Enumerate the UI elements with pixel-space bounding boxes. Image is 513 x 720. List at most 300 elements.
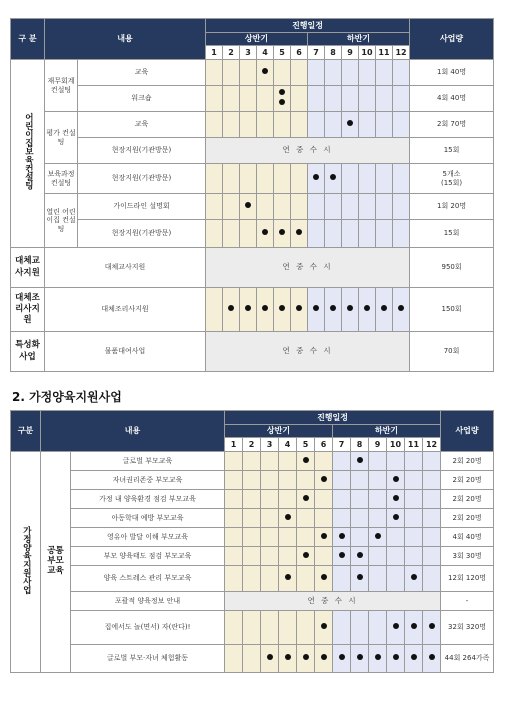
schedule-dot-icon <box>296 305 302 311</box>
item-cell: 교육 <box>78 60 206 86</box>
month-cell <box>225 471 243 490</box>
month-cell <box>308 220 325 248</box>
schedule-dot-icon <box>303 457 309 463</box>
month-header: 12 <box>393 46 410 60</box>
schedule-dot-icon <box>339 654 345 660</box>
month-cell <box>315 611 333 645</box>
month-cell <box>315 509 333 528</box>
month-cell <box>405 452 423 471</box>
first-half-header: 상반기 <box>206 33 308 46</box>
amount-header: 사업량 <box>441 411 494 452</box>
month-cell <box>333 645 351 673</box>
month-cell <box>291 194 308 220</box>
schedule-dot-icon <box>279 89 285 95</box>
month-cell <box>423 509 441 528</box>
month-cell <box>333 490 351 509</box>
month-cell <box>308 60 325 86</box>
month-cell <box>405 471 423 490</box>
month-cell <box>257 112 274 138</box>
month-cell <box>333 471 351 490</box>
category-label: 어린이집보육컨설팅 <box>23 113 34 190</box>
month-cell <box>291 86 308 112</box>
category-cell <box>11 60 45 248</box>
month-cell <box>351 528 369 547</box>
month-cell <box>342 288 359 332</box>
month-cell <box>333 509 351 528</box>
month-cell <box>240 164 257 194</box>
month-cell <box>261 490 279 509</box>
schedule-dot-icon <box>303 495 309 501</box>
month-cell <box>359 86 376 112</box>
month-cell <box>225 490 243 509</box>
month-header: 10 <box>387 438 405 452</box>
item-cell: 포괄적 양육정보 안내 <box>71 592 225 611</box>
schedule-header: 진행일정 <box>206 19 410 33</box>
month-cell <box>261 547 279 566</box>
month-header: 4 <box>279 438 297 452</box>
schedule-dot-icon <box>279 99 285 105</box>
month-cell <box>274 86 291 112</box>
month-cell <box>240 60 257 86</box>
schedule-dot-icon <box>357 574 363 580</box>
month-cell <box>291 60 308 86</box>
schedule-dot-icon <box>411 574 417 580</box>
amount-cell: 32회 320명 <box>441 611 494 645</box>
item-cell: 자녀권리존중 부모교육 <box>71 471 225 490</box>
month-header: 9 <box>369 438 387 452</box>
month-cell <box>376 220 393 248</box>
month-cell <box>393 86 410 112</box>
month-cell <box>315 645 333 673</box>
month-cell <box>261 566 279 592</box>
month-cell <box>223 194 240 220</box>
month-cell <box>206 60 223 86</box>
month-cell <box>206 86 223 112</box>
month-cell <box>325 220 342 248</box>
month-cell <box>279 452 297 471</box>
amount-cell: - <box>441 592 494 611</box>
month-cell <box>359 288 376 332</box>
month-cell <box>243 471 261 490</box>
subcategory-cell: 보육과정 컨설팅 <box>45 164 78 194</box>
month-cell <box>423 611 441 645</box>
month-cell <box>325 194 342 220</box>
schedule-table-1 <box>10 18 494 372</box>
month-cell <box>223 164 240 194</box>
month-cell <box>333 452 351 471</box>
month-cell <box>257 194 274 220</box>
month-cell <box>279 547 297 566</box>
month-cell <box>206 288 223 332</box>
month-cell <box>279 528 297 547</box>
month-cell <box>261 509 279 528</box>
month-cell <box>223 220 240 248</box>
month-cell <box>243 509 261 528</box>
year-round-cell: 연 중 수 시 <box>206 332 410 372</box>
schedule-dot-icon <box>313 174 319 180</box>
month-cell <box>243 490 261 509</box>
second-half-header: 하반기 <box>333 425 441 438</box>
item-cell: 대체교사지원 <box>45 248 206 288</box>
month-cell <box>369 611 387 645</box>
schedule-dot-icon <box>357 552 363 558</box>
month-cell <box>274 288 291 332</box>
month-cell <box>376 288 393 332</box>
month-cell <box>308 112 325 138</box>
month-cell <box>225 509 243 528</box>
month-cell <box>351 509 369 528</box>
month-cell <box>369 471 387 490</box>
item-cell: 양육 스트레스 관리 부모교육 <box>71 566 225 592</box>
item-cell: 현장지원(기관방문) <box>78 164 206 194</box>
month-cell <box>387 566 405 592</box>
schedule-dot-icon <box>267 654 273 660</box>
month-cell <box>308 194 325 220</box>
amount-cell: 2회 20명 <box>441 452 494 471</box>
category-header: 구분 <box>11 411 41 452</box>
month-cell <box>223 112 240 138</box>
month-cell <box>279 509 297 528</box>
subcategory-cell: 열린 어린이집 컨설팅 <box>45 194 78 248</box>
schedule-dot-icon <box>296 229 302 235</box>
month-cell <box>297 452 315 471</box>
month-cell <box>342 86 359 112</box>
month-cell <box>274 194 291 220</box>
schedule-dot-icon <box>245 202 251 208</box>
schedule-dot-icon <box>375 654 381 660</box>
year-round-cell: 연 중 수 시 <box>206 138 410 164</box>
month-cell <box>257 288 274 332</box>
month-cell <box>325 112 342 138</box>
month-header: 5 <box>274 46 291 60</box>
month-cell <box>279 566 297 592</box>
subcategory-cell: 평가 컨설팅 <box>45 112 78 164</box>
amount-header: 사업량 <box>410 19 494 60</box>
month-cell <box>387 547 405 566</box>
year-round-cell: 연 중 수 시 <box>206 248 410 288</box>
item-cell: 대체조리사지원 <box>45 288 206 332</box>
month-header: 1 <box>225 438 243 452</box>
schedule-dot-icon <box>381 305 387 311</box>
amount-cell: 2회 20명 <box>441 490 494 509</box>
month-cell <box>315 566 333 592</box>
month-cell <box>387 471 405 490</box>
month-cell <box>297 528 315 547</box>
item-cell: 현장지원(기관방문) <box>78 138 206 164</box>
month-header: 4 <box>257 46 274 60</box>
schedule-dot-icon <box>245 305 251 311</box>
month-cell <box>225 528 243 547</box>
category-cell: 대체조리사지원 <box>11 288 45 332</box>
schedule-dot-icon <box>285 654 291 660</box>
schedule-dot-icon <box>321 476 327 482</box>
month-cell <box>387 452 405 471</box>
month-cell <box>243 547 261 566</box>
month-cell <box>279 471 297 490</box>
month-cell <box>279 611 297 645</box>
schedule-dot-icon <box>321 654 327 660</box>
amount-cell: 5개소 (15회) <box>410 164 494 194</box>
month-cell <box>257 164 274 194</box>
month-cell <box>387 611 405 645</box>
amount-cell: 3회 30명 <box>441 547 494 566</box>
month-cell <box>315 490 333 509</box>
month-cell <box>333 528 351 547</box>
month-cell <box>315 528 333 547</box>
month-header: 8 <box>351 438 369 452</box>
month-cell <box>315 452 333 471</box>
month-cell <box>376 164 393 194</box>
item-cell: 현장지원(기관방문) <box>78 220 206 248</box>
item-cell: 가정 내 양육환경 점검 부모교육 <box>71 490 225 509</box>
month-header: 3 <box>261 438 279 452</box>
month-cell <box>405 566 423 592</box>
schedule-dot-icon <box>393 654 399 660</box>
month-header: 6 <box>291 46 308 60</box>
schedule-dot-icon <box>429 623 435 629</box>
month-cell <box>223 288 240 332</box>
month-cell <box>297 566 315 592</box>
amount-cell: 1회 20명 <box>410 194 494 220</box>
month-cell <box>342 194 359 220</box>
month-cell <box>240 112 257 138</box>
month-cell <box>206 220 223 248</box>
item-cell: 아동학대 예방 부모교육 <box>71 509 225 528</box>
month-cell <box>359 60 376 86</box>
month-cell <box>243 566 261 592</box>
month-cell <box>297 509 315 528</box>
category-cell: 대체교사지원 <box>11 248 45 288</box>
month-cell <box>297 490 315 509</box>
month-header: 10 <box>359 46 376 60</box>
month-cell <box>351 471 369 490</box>
month-header: 9 <box>342 46 359 60</box>
month-cell <box>423 471 441 490</box>
item-cell: 교육 <box>78 112 206 138</box>
month-cell <box>359 194 376 220</box>
month-cell <box>297 645 315 673</box>
section-title: 2. 가정양육지원사업 <box>12 390 122 404</box>
amount-cell: 44회 264가족 <box>441 645 494 673</box>
month-cell <box>359 164 376 194</box>
month-cell <box>240 86 257 112</box>
month-cell <box>243 611 261 645</box>
month-cell <box>261 452 279 471</box>
month-header: 2 <box>223 46 240 60</box>
category-cell: 특성화사업 <box>11 332 45 372</box>
month-cell <box>405 490 423 509</box>
month-cell <box>261 528 279 547</box>
schedule-dot-icon <box>330 174 336 180</box>
month-cell <box>351 452 369 471</box>
schedule-dot-icon <box>321 623 327 629</box>
month-cell <box>369 566 387 592</box>
month-cell <box>325 164 342 194</box>
month-cell <box>206 112 223 138</box>
month-header: 11 <box>376 46 393 60</box>
item-cell: 가이드라인 설명회 <box>78 194 206 220</box>
amount-cell: 4회 40명 <box>441 528 494 547</box>
schedule-table-2 <box>10 410 494 673</box>
month-cell <box>240 288 257 332</box>
month-cell <box>225 611 243 645</box>
month-cell <box>393 60 410 86</box>
schedule-dot-icon <box>279 229 285 235</box>
month-cell <box>351 611 369 645</box>
item-cell: 부모 양육태도 점검 부모교육 <box>71 547 225 566</box>
schedule-dot-icon <box>375 533 381 539</box>
month-cell <box>291 164 308 194</box>
item-cell: 영유아 발달 이해 부모교육 <box>71 528 225 547</box>
month-cell <box>393 220 410 248</box>
schedule-dot-icon <box>393 476 399 482</box>
month-cell <box>342 112 359 138</box>
year-round-cell: 연 중 수 시 <box>225 592 441 611</box>
month-cell <box>274 60 291 86</box>
schedule-dot-icon <box>347 120 353 126</box>
month-cell <box>279 645 297 673</box>
month-header: 11 <box>405 438 423 452</box>
month-cell <box>405 547 423 566</box>
month-cell <box>240 194 257 220</box>
month-cell <box>405 611 423 645</box>
month-header: 3 <box>240 46 257 60</box>
month-cell <box>369 452 387 471</box>
month-cell <box>342 60 359 86</box>
month-cell <box>274 112 291 138</box>
schedule-dot-icon <box>285 514 291 520</box>
month-cell <box>243 452 261 471</box>
category-label: 가정양육지원사업 <box>21 526 32 595</box>
schedule-dot-icon <box>279 305 285 311</box>
month-cell <box>423 528 441 547</box>
month-cell <box>223 86 240 112</box>
month-cell <box>279 490 297 509</box>
month-cell <box>325 86 342 112</box>
month-cell <box>376 112 393 138</box>
month-cell <box>308 164 325 194</box>
month-cell <box>297 471 315 490</box>
month-cell <box>393 288 410 332</box>
month-cell <box>423 566 441 592</box>
month-cell <box>405 509 423 528</box>
month-cell <box>405 528 423 547</box>
amount-cell: 15회 <box>410 138 494 164</box>
amount-cell: 4회 40명 <box>410 86 494 112</box>
amount-cell: 150회 <box>410 288 494 332</box>
month-cell <box>423 645 441 673</box>
month-cell <box>297 547 315 566</box>
schedule-dot-icon <box>262 305 268 311</box>
month-cell <box>291 288 308 332</box>
schedule-dot-icon <box>321 533 327 539</box>
month-cell <box>369 490 387 509</box>
month-header: 7 <box>308 46 325 60</box>
amount-cell: 2회 20명 <box>441 471 494 490</box>
schedule-dot-icon <box>398 305 404 311</box>
amount-cell: 2회 20명 <box>441 509 494 528</box>
schedule-dot-icon <box>262 229 268 235</box>
schedule-dot-icon <box>330 305 336 311</box>
month-cell <box>315 471 333 490</box>
item-cell: 글로벌 부모교육 <box>71 452 225 471</box>
amount-cell: 2회 70명 <box>410 112 494 138</box>
schedule-dot-icon <box>429 654 435 660</box>
month-cell <box>387 645 405 673</box>
month-cell <box>369 547 387 566</box>
schedule-header: 진행일정 <box>225 411 441 425</box>
month-cell <box>308 288 325 332</box>
month-cell <box>405 645 423 673</box>
month-cell <box>274 220 291 248</box>
month-cell <box>333 611 351 645</box>
category-header: 구 분 <box>11 19 45 60</box>
schedule-dot-icon <box>313 305 319 311</box>
schedule-dot-icon <box>303 654 309 660</box>
schedule-dot-icon <box>364 305 370 311</box>
month-cell <box>369 528 387 547</box>
amount-cell: 1회 40명 <box>410 60 494 86</box>
month-cell <box>376 60 393 86</box>
month-cell <box>393 164 410 194</box>
month-cell <box>291 112 308 138</box>
month-cell <box>359 220 376 248</box>
amount-cell: 15회 <box>410 220 494 248</box>
month-cell <box>240 220 257 248</box>
first-half-header: 상반기 <box>225 425 333 438</box>
category-cell <box>11 452 41 673</box>
schedule-dot-icon <box>262 68 268 74</box>
item-cell: 집에서도 놀(면서) 자(란다)! <box>71 611 225 645</box>
month-cell <box>308 86 325 112</box>
month-header: 8 <box>325 46 342 60</box>
amount-cell: 70회 <box>410 332 494 372</box>
month-cell <box>291 220 308 248</box>
month-header: 5 <box>297 438 315 452</box>
month-cell <box>351 645 369 673</box>
month-cell <box>325 60 342 86</box>
month-cell <box>333 547 351 566</box>
schedule-dot-icon <box>303 552 309 558</box>
month-cell <box>376 86 393 112</box>
item-cell: 글로벌 부모·자녀 체험활동 <box>71 645 225 673</box>
month-cell <box>387 528 405 547</box>
amount-cell: 12회 120명 <box>441 566 494 592</box>
month-cell <box>315 547 333 566</box>
month-cell <box>225 547 243 566</box>
month-header: 6 <box>315 438 333 452</box>
month-cell <box>342 220 359 248</box>
month-cell <box>206 164 223 194</box>
amount-cell: 950회 <box>410 248 494 288</box>
schedule-dot-icon <box>339 552 345 558</box>
subcategory-cell: 재무회계 컨설팅 <box>45 60 78 112</box>
month-header: 7 <box>333 438 351 452</box>
month-cell <box>243 645 261 673</box>
content-header: 내용 <box>45 19 206 60</box>
second-half-header: 하반기 <box>308 33 410 46</box>
month-cell <box>206 194 223 220</box>
schedule-dot-icon <box>321 574 327 580</box>
month-cell <box>351 547 369 566</box>
schedule-dot-icon <box>357 654 363 660</box>
month-header: 2 <box>243 438 261 452</box>
month-cell <box>393 112 410 138</box>
month-cell <box>387 490 405 509</box>
schedule-dot-icon <box>339 533 345 539</box>
item-cell: 물품대여사업 <box>45 332 206 372</box>
month-cell <box>225 452 243 471</box>
